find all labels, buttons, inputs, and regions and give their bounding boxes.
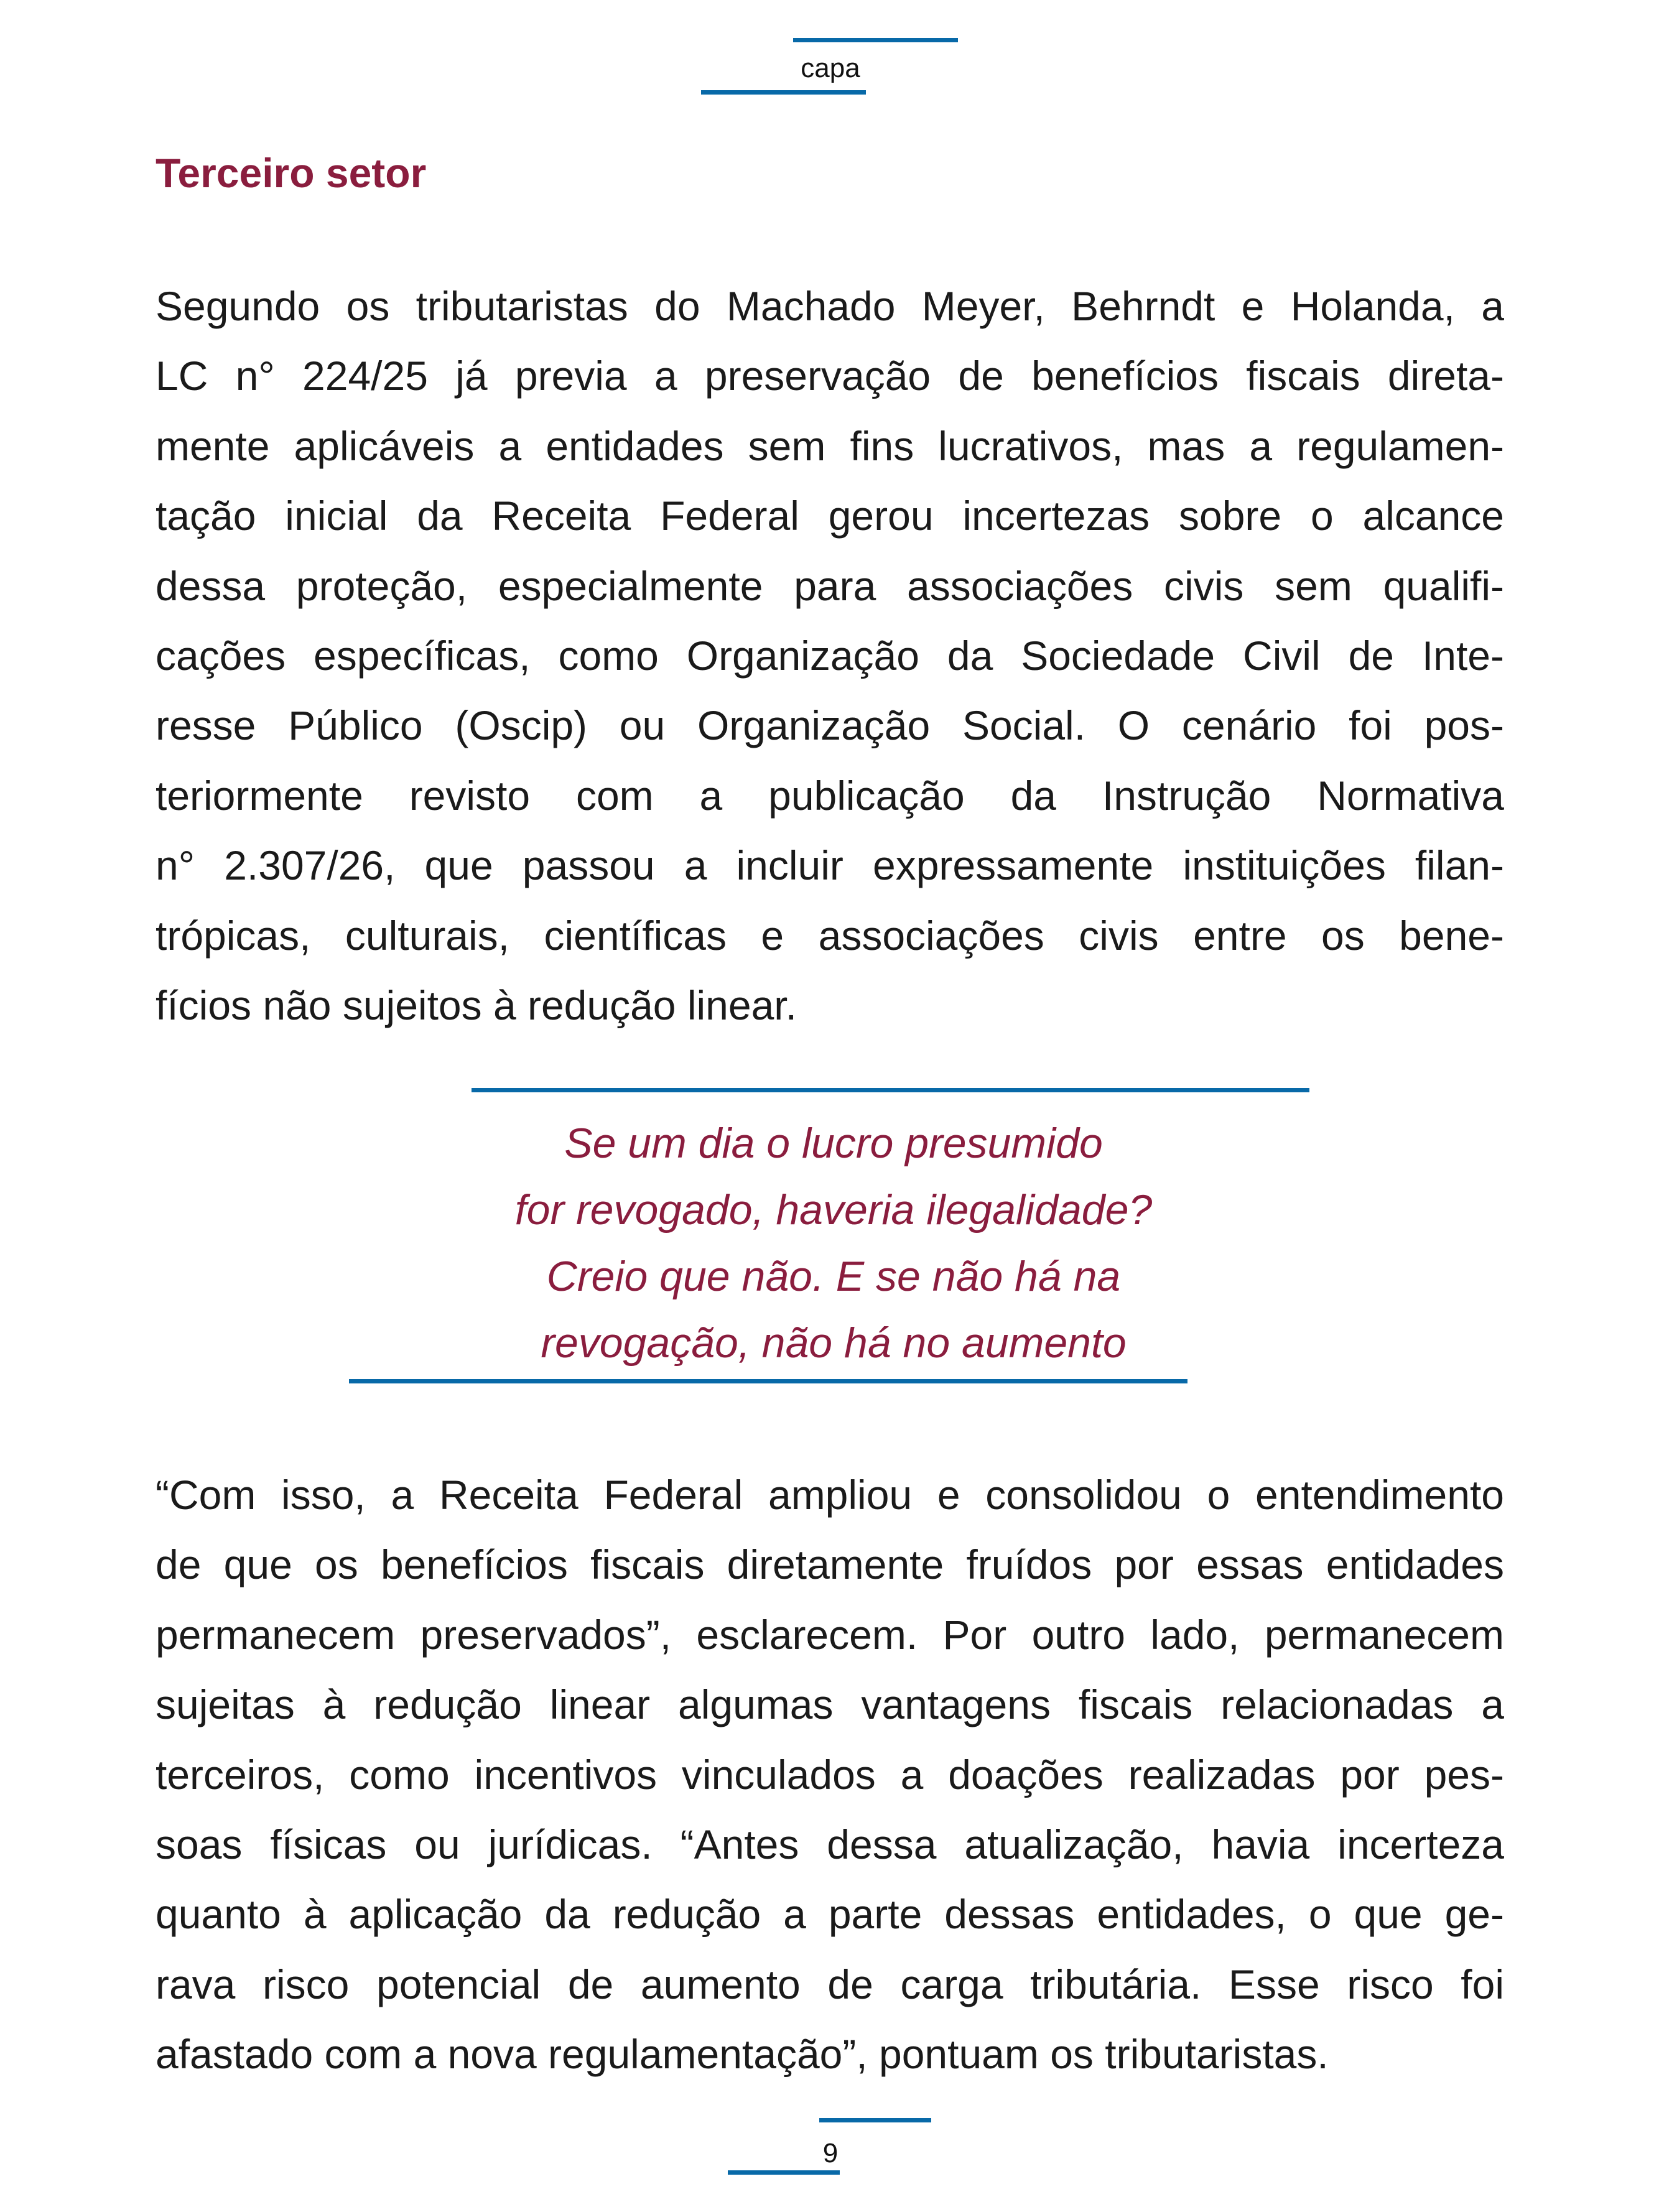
page-number: 9	[822, 2138, 839, 2168]
text-line: permanecem preservados”, esclarecem. Por outro lado, permanecem	[156, 1611, 1504, 1658]
pull-quote-line: revogação, não há no aumento	[541, 1319, 1127, 1367]
text-line: n° 2.307/26, que passou a incluir expressamente instituições filan-	[156, 842, 1504, 889]
text-line: quanto à aplicação da redução a parte dessas entidades, o que ge-	[156, 1891, 1504, 1938]
text-line: dessa proteção, especialmente para associações civis sem qualifi-	[156, 562, 1504, 609]
text-line: resse Público (Oscip) ou Organização Social. O cenário foi pos-	[156, 702, 1504, 749]
pull-quote	[386, 1110, 1281, 1377]
text-line: de que os benefícios fiscais diretamente fruídos por essas entidades	[156, 1541, 1504, 1588]
text-line: “Com isso, a Receita Federal ampliou e consolidou o entendimento	[156, 1472, 1504, 1518]
pull-quote-line: Se um dia o lucro presumido	[564, 1120, 1103, 1167]
pull-quote-line: for revogado, haveria ilegalidade?	[514, 1186, 1153, 1234]
body-paragraph-1	[156, 271, 1504, 1040]
text-line: sujeitas à redução linear algumas vantagens fiscais relacionadas a	[156, 1681, 1504, 1728]
section-label: capa	[801, 53, 860, 83]
text-line: terceiros, como incentivos vinculados a doações realizadas por pes-	[156, 1751, 1504, 1798]
section-title: Terceiro setor	[156, 150, 427, 196]
text-line: fícios não sujeitos à redução linear.	[156, 982, 797, 1028]
pull-quote-rule-top	[472, 1088, 1309, 1092]
footer-rule-bottom	[728, 2170, 840, 2175]
text-line: mente aplicáveis a entidades sem fins lucrativos, mas a regulamen-	[156, 422, 1504, 469]
header-rule-bottom	[701, 90, 866, 95]
text-line: soas físicas ou jurídicas. “Antes dessa atualização, havia incerteza	[156, 1821, 1504, 1867]
text-line: teriormente revisto com a publicação da Instrução Normativa	[156, 772, 1504, 819]
text-line: LC n° 224/25 já previa a preservação de benefícios fiscais direta-	[156, 353, 1504, 399]
text-line: rava risco potencial de aumento de carga tributária. Esse risco foi	[156, 1961, 1504, 2007]
text-line: afastado com a nova regulamentação”, pontuam os tributaristas.	[156, 2031, 1329, 2078]
text-line: trópicas, culturais, científicas e associações civis entre os bene-	[156, 912, 1504, 959]
footer-rule-top	[819, 2118, 931, 2122]
body-paragraph-2	[156, 1460, 1504, 2089]
text-line: Segundo os tributaristas do Machado Meyer, Behrndt e Holanda, a	[156, 283, 1504, 329]
text-line: cações específicas, como Organização da Sociedade Civil de Inte-	[156, 632, 1504, 679]
pull-quote-line: Creio que não. E se não há na	[546, 1253, 1121, 1300]
header-rule-top	[793, 38, 958, 42]
text-line: tação inicial da Receita Federal gerou incertezas sobre o alcance	[156, 493, 1504, 539]
pull-quote-rule-bottom	[349, 1379, 1187, 1383]
